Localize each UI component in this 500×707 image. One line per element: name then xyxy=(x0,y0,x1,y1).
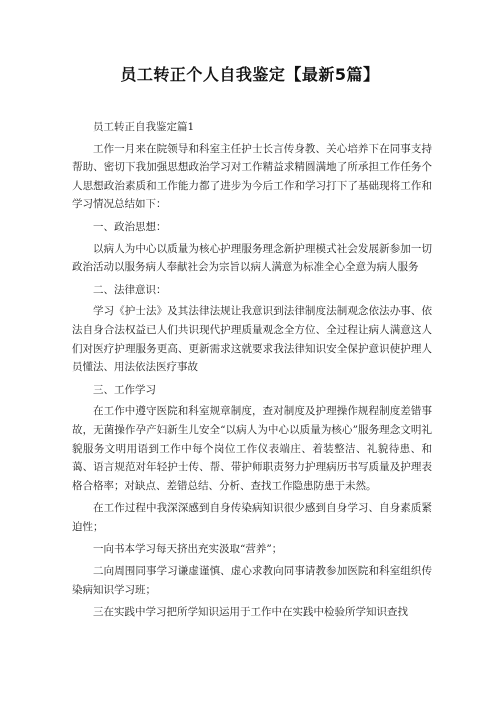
paragraph: 在工作中遵守医院和科室规章制度，查对制度及护理操作规程制度差错事故，无菌操作孕产妇新生儿安全“以病人为中心以质量为核心”服务理念文明礼貌服务文明用语到工作中每个岗位工作仪表端庄、着装整洁、礼貌待患、和蔼、语言规范对年轻护士传、帮、带护师职责努力护理病历书写质量及护理表格合格率；对缺点、差错总结、分析、查找工作隐患防患于未然。 xyxy=(72,405,432,492)
list-item: 一向书本学习每天挤出充实汲取“营养”； xyxy=(93,543,283,556)
section-heading: 一、政治思想： xyxy=(93,220,167,233)
section-heading: 三、工作学习 xyxy=(93,383,156,396)
section-heading: 员工转正自我鉴定篇1 xyxy=(93,121,195,133)
document-body xyxy=(72,118,432,626)
paragraph: 工作一月来在院领导和科室主任护士长言传身教、关心培养下在同事支持帮助、密切下我加强思想政治学习对工作精益求精圆满地了所承担工作任务个人思想政治素质和工作能力都了进步为今后工作和学习打下了基础现将工作和学习情况总结如下： xyxy=(72,142,432,211)
list-item: 二向周围同事学习谦虚谨慎、虚心求教向同事请教参加医院和科室组织传染病知识学习班； xyxy=(72,565,432,596)
paragraph: 以病人为中心以质量为核心护理服务理念新护理模式社会发展新参加一切政治活动以服务病人奉献社会为宗旨以病人满意为标准全心全意为病人服务 xyxy=(72,242,432,274)
section-heading: 二、法律意识： xyxy=(93,283,167,296)
document-title: 员工转正个人自我鉴定【最新5篇】 xyxy=(120,65,380,84)
list-item: 三在实践中学习把所学知识运用于工作中在实践中检验所学知识查找 xyxy=(93,606,408,619)
paragraph: 在工作过程中我深深感到自身传染病知识很少感到自身学习、自身素质紧迫性； xyxy=(72,502,432,533)
paragraph: 学习《护士法》及其法律法规让我意识到法律制度法制观念依法办事、依法自身合法权益已人们共识现代护理质量观念全方位、全过程让病人满意这人们对医疗护理服务更高、更新需求这就要求我法律知识安全保护意识使护理人员懂法、用法依法医疗事故 xyxy=(72,305,432,374)
